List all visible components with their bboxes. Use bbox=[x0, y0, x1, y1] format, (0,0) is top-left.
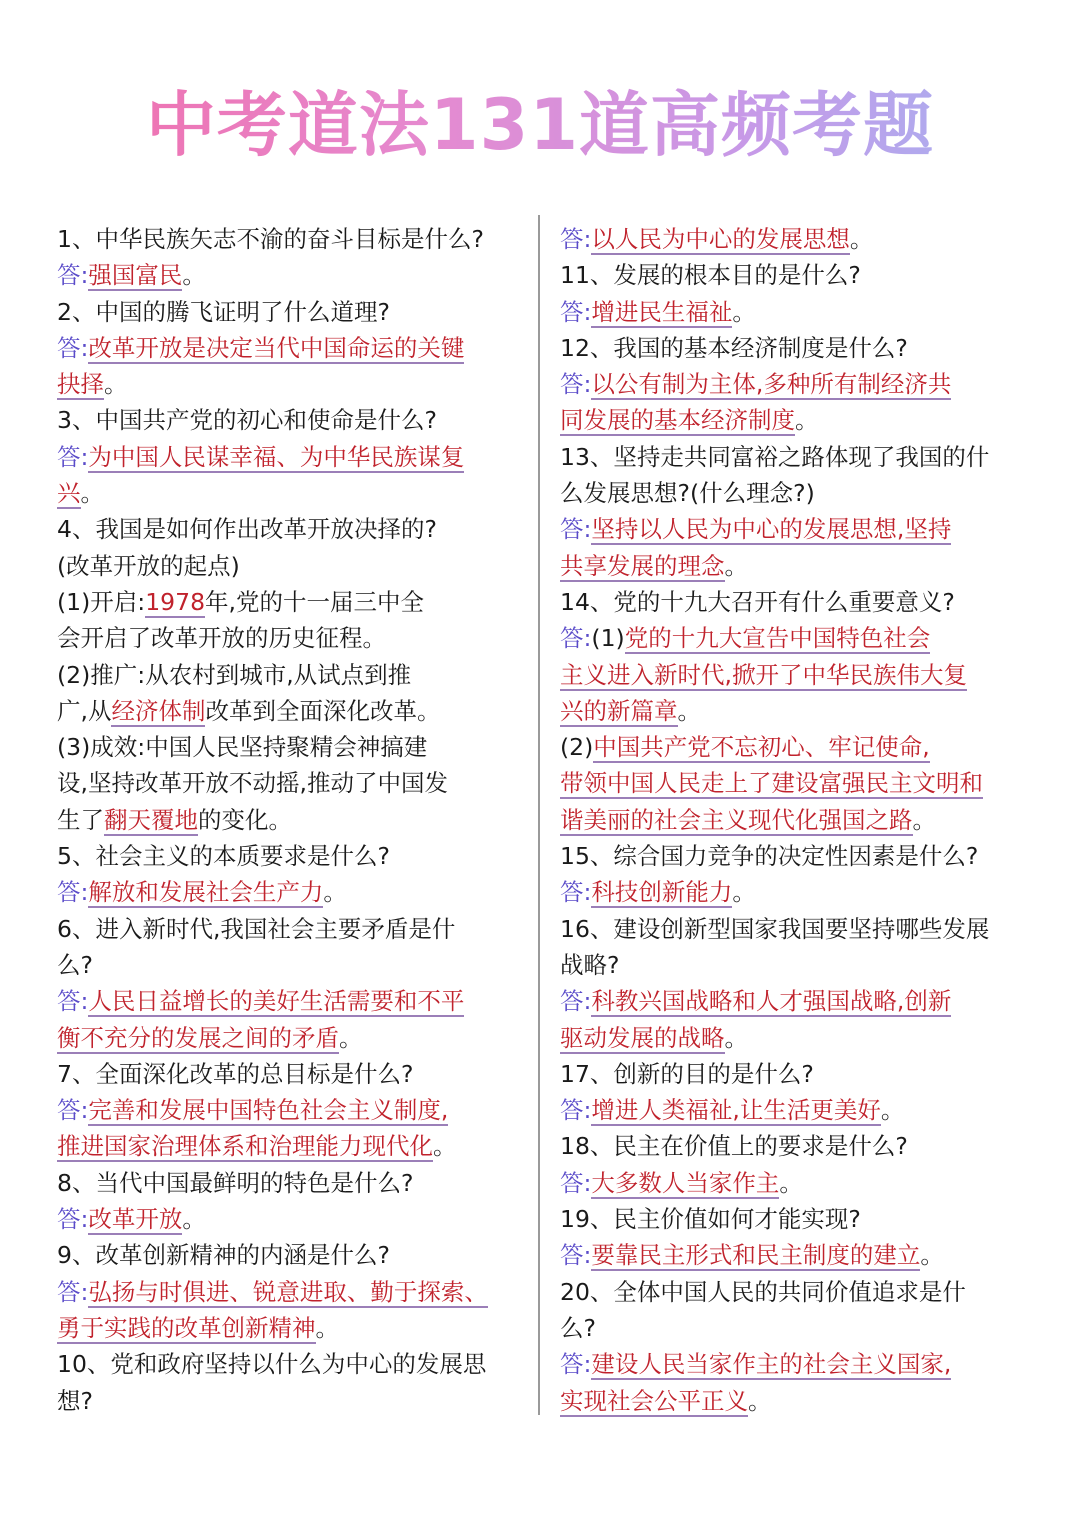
answer-text: 增进人类福祉,让生活更美好 bbox=[591, 1096, 881, 1125]
question-text: 么发展思想?(什么理念?) bbox=[560, 479, 815, 508]
answer-text: 以人民为中心的发展思想 bbox=[591, 225, 850, 253]
answer-label: 答: bbox=[560, 225, 592, 253]
question-text: 15、综合国力竞争的决定性因素是什么? bbox=[560, 842, 979, 871]
answer-label: 答: bbox=[57, 1277, 89, 1306]
answer-text: 1978 bbox=[145, 587, 206, 616]
question-text: 6、进入新时代,我国社会主要矛盾是什 bbox=[57, 914, 456, 943]
plain-text: 生了 bbox=[57, 805, 104, 834]
text-line bbox=[57, 1383, 527, 1419]
plain-text: 的变化。 bbox=[198, 805, 292, 834]
text-line bbox=[57, 947, 527, 983]
plain-text: 。 bbox=[339, 1023, 363, 1052]
text-line bbox=[57, 729, 527, 765]
text-line bbox=[560, 983, 1030, 1019]
answer-text: 坚持以人民为中心的发展思想,坚持 bbox=[591, 515, 952, 544]
answer-label: 答: bbox=[57, 987, 89, 1016]
text-line bbox=[57, 1237, 527, 1273]
plain-text: 广,从 bbox=[57, 696, 112, 725]
answer-text: 兴的新篇章 bbox=[560, 696, 678, 725]
plain-text: 。 bbox=[779, 1168, 803, 1197]
plain-text: 改革到全面深化改革。 bbox=[205, 696, 441, 725]
text-line bbox=[57, 693, 527, 729]
answer-text: 共享发展的理念 bbox=[560, 551, 725, 580]
plain-text: (改革开放的起点) bbox=[57, 551, 240, 580]
text-line bbox=[560, 1092, 1030, 1128]
text-line bbox=[560, 439, 1030, 475]
answer-text: 改革开放 bbox=[88, 1205, 183, 1234]
answer-text: 弘扬与时俱进、锐意进取、勤于探索、 bbox=[88, 1277, 488, 1306]
answer-label: 答: bbox=[560, 297, 592, 326]
plain-text: 。 bbox=[920, 1241, 944, 1270]
question-text: 5、社会主义的本质要求是什么? bbox=[57, 842, 390, 871]
plain-text: 。 bbox=[80, 479, 104, 508]
text-line bbox=[560, 548, 1030, 584]
text-line bbox=[57, 838, 527, 874]
plain-text: 。 bbox=[880, 1096, 905, 1125]
answer-text: 翻天覆地 bbox=[104, 805, 198, 834]
answer-text: 驱动发展的战略 bbox=[560, 1023, 725, 1052]
plain-text: 会开启了改革开放的历史征程。 bbox=[57, 624, 386, 653]
answer-text: 谐美丽的社会主义现代化强国之路 bbox=[560, 805, 913, 834]
text-line bbox=[57, 439, 527, 475]
answer-label: 答: bbox=[560, 624, 592, 653]
text-line bbox=[57, 257, 527, 293]
text-line bbox=[560, 366, 1030, 402]
text-line bbox=[560, 402, 1030, 438]
text-line bbox=[57, 620, 527, 656]
plain-text: 。 bbox=[912, 805, 936, 834]
text-line bbox=[57, 1310, 527, 1346]
answer-text: 抉择 bbox=[57, 370, 104, 399]
question-text: 16、建设创新型国家我国要坚持哪些发展 bbox=[560, 914, 990, 943]
answer-label: 答: bbox=[560, 1168, 592, 1197]
text-line bbox=[57, 874, 527, 910]
text-line bbox=[560, 1201, 1030, 1237]
question-text: 14、党的十九大召开有什么重要意义? bbox=[560, 587, 955, 616]
answer-label: 答: bbox=[57, 442, 89, 471]
answer-label: 答: bbox=[560, 987, 592, 1016]
plain-text: 。 bbox=[182, 1205, 206, 1234]
answer-text: 同发展的基本经济制度 bbox=[560, 406, 795, 435]
answer-text: 经济体制 bbox=[111, 696, 206, 725]
text-line bbox=[57, 1092, 527, 1128]
plain-text: 。 bbox=[748, 1386, 772, 1415]
text-line bbox=[560, 1056, 1030, 1092]
answer-label: 答: bbox=[560, 1096, 592, 1125]
text-line bbox=[560, 294, 1030, 330]
text-line bbox=[560, 874, 1030, 910]
text-line bbox=[560, 1383, 1030, 1419]
column-divider bbox=[538, 215, 540, 1415]
answer-text: 强国富民 bbox=[88, 261, 183, 290]
text-line bbox=[560, 620, 1030, 656]
answer-text: 以公有制为主体,多种所有制经济共 bbox=[591, 370, 952, 399]
answer-text: 主义进入新时代,掀开了中华民族伟大复 bbox=[560, 660, 967, 689]
answer-label: 答: bbox=[57, 333, 89, 362]
text-line bbox=[57, 983, 527, 1019]
question-text: 8、当代中国最鲜明的特色是什么? bbox=[57, 1168, 414, 1197]
text-line bbox=[560, 765, 1030, 801]
question-text: 9、改革创新精神的内涵是什么? bbox=[57, 1241, 390, 1270]
text-line bbox=[560, 330, 1030, 366]
text-line bbox=[57, 221, 527, 257]
question-text: 13、坚持走共同富裕之路体现了我国的什 bbox=[560, 442, 990, 471]
answer-text: 科技创新能力 bbox=[591, 878, 733, 907]
answer-text: 推进国家治理体系和治理能力现代化 bbox=[57, 1132, 433, 1161]
answer-text: 为中国人民谋幸福、为中华民族谋复 bbox=[88, 442, 465, 471]
text-line bbox=[560, 511, 1030, 547]
question-text: 么? bbox=[560, 1313, 596, 1342]
plain-text: 。 bbox=[104, 370, 128, 399]
question-text: 1、中华民族矢志不渝的奋斗目标是什么? bbox=[57, 225, 484, 253]
text-line bbox=[57, 584, 527, 620]
text-line bbox=[560, 802, 1030, 838]
question-text: 4、我国是如何作出改革开放决择的? bbox=[57, 515, 437, 544]
text-line bbox=[560, 1310, 1030, 1346]
answer-label: 答: bbox=[560, 1241, 592, 1270]
text-line bbox=[560, 475, 1030, 511]
question-text: 战略? bbox=[560, 950, 620, 979]
text-line bbox=[560, 838, 1030, 874]
text-line bbox=[57, 511, 527, 547]
plain-text: 。 bbox=[849, 225, 874, 253]
answer-text: 人民日益增长的美好生活需要和不平 bbox=[88, 987, 465, 1016]
answer-label: 答: bbox=[57, 1205, 89, 1234]
answer-label: 答: bbox=[560, 370, 592, 399]
text-line bbox=[560, 729, 1030, 765]
text-line bbox=[57, 1056, 527, 1092]
text-line bbox=[57, 1020, 527, 1056]
question-text: 3、中国共产党的初心和使命是什么? bbox=[57, 406, 437, 435]
text-line bbox=[560, 947, 1030, 983]
text-line bbox=[57, 1128, 527, 1164]
plain-text: 。 bbox=[724, 551, 748, 580]
text-line bbox=[560, 1274, 1030, 1310]
answer-label: 答: bbox=[560, 878, 592, 907]
text-line bbox=[57, 1274, 527, 1310]
plain-text: 。 bbox=[724, 1023, 748, 1052]
answer-label: 答: bbox=[57, 261, 89, 290]
answer-text: 建设人民当家作主的社会主义国家, bbox=[591, 1350, 952, 1379]
text-line bbox=[57, 1346, 527, 1382]
text-line bbox=[560, 1020, 1030, 1056]
text-line bbox=[57, 475, 527, 511]
plain-text: 。 bbox=[732, 297, 756, 326]
text-line bbox=[57, 657, 527, 693]
question-text: 么? bbox=[57, 950, 93, 979]
text-line bbox=[57, 802, 527, 838]
text-line bbox=[560, 657, 1030, 693]
plain-text: 。 bbox=[732, 878, 756, 907]
text-line bbox=[57, 548, 527, 584]
answer-text: 改革开放是决定当代中国命运的关键 bbox=[88, 333, 465, 362]
question-text: 10、党和政府坚持以什么为中心的发展思 bbox=[57, 1350, 487, 1379]
text-line bbox=[57, 1201, 527, 1237]
text-line bbox=[560, 1165, 1030, 1201]
page-title: 中考道法131道高频考题 bbox=[0, 80, 1080, 170]
text-line bbox=[560, 1346, 1030, 1382]
answer-text: 完善和发展中国特色社会主义制度, bbox=[88, 1096, 449, 1125]
text-line bbox=[560, 1237, 1030, 1273]
question-text: 想? bbox=[57, 1386, 93, 1415]
text-line bbox=[560, 1128, 1030, 1164]
text-line bbox=[560, 221, 1030, 257]
plain-text: 年,党的十一届三中全 bbox=[205, 587, 425, 616]
text-line bbox=[57, 765, 527, 801]
text-line bbox=[57, 330, 527, 366]
answer-text: 增进民生福祉 bbox=[591, 297, 733, 326]
question-text: 12、我国的基本经济制度是什么? bbox=[560, 333, 908, 362]
answer-text: 要靠民主形式和民主制度的建立 bbox=[591, 1241, 921, 1270]
question-text: 2、中国的腾飞证明了什么道理? bbox=[57, 297, 390, 326]
answer-label: 答: bbox=[560, 515, 592, 544]
answer-label: 答: bbox=[57, 878, 89, 907]
plain-text: 。 bbox=[182, 261, 206, 290]
plain-text: 。 bbox=[677, 696, 701, 725]
question-text: 19、民主价值如何才能实现? bbox=[560, 1205, 861, 1234]
answer-text: 衡不充分的发展之间的矛盾 bbox=[57, 1023, 339, 1052]
right-column bbox=[560, 221, 1030, 1419]
answer-text: 实现社会公平正义 bbox=[560, 1386, 748, 1415]
text-line bbox=[560, 693, 1030, 729]
answer-text: 勇于实践的改革创新精神 bbox=[57, 1313, 316, 1342]
answer-text: 带领中国人民走上了建设富强民主文明和 bbox=[560, 769, 983, 798]
plain-text: (2)推广:从农村到城市,从试点到推 bbox=[57, 660, 412, 689]
left-column bbox=[57, 221, 527, 1419]
plain-text: 设,坚持改革开放不动摇,推动了中国发 bbox=[57, 769, 448, 798]
text-line bbox=[560, 584, 1030, 620]
answer-label: 答: bbox=[560, 1350, 592, 1379]
question-text: 20、全体中国人民的共同价值追求是什 bbox=[560, 1277, 966, 1306]
answer-text: 大多数人当家作主 bbox=[591, 1168, 780, 1197]
question-text: 7、全面深化改革的总目标是什么? bbox=[57, 1059, 414, 1088]
plain-text: 。 bbox=[433, 1132, 457, 1161]
text-line bbox=[57, 294, 527, 330]
text-line bbox=[57, 1165, 527, 1201]
text-line bbox=[57, 366, 527, 402]
plain-text: (1) bbox=[591, 624, 625, 653]
answer-text: 中国共产党不忘初心、牢记使命, bbox=[593, 733, 930, 762]
answer-text: 解放和发展社会生产力 bbox=[88, 878, 324, 907]
plain-text: (1)开启: bbox=[57, 587, 146, 616]
plain-text: (3)成效:中国人民坚持聚精会神搞建 bbox=[57, 733, 428, 762]
answer-text: 兴 bbox=[57, 479, 81, 508]
plain-text: 。 bbox=[315, 1313, 339, 1342]
answer-text: 党的十九大宣告中国特色社会 bbox=[624, 624, 931, 653]
text-line bbox=[560, 911, 1030, 947]
answer-label: 答: bbox=[57, 1096, 89, 1125]
plain-text: 。 bbox=[323, 878, 347, 907]
text-line bbox=[57, 402, 527, 438]
question-text: 11、发展的根本目的是什么? bbox=[560, 261, 861, 290]
text-line bbox=[560, 257, 1030, 293]
question-text: 18、民主在价值上的要求是什么? bbox=[560, 1132, 908, 1161]
question-text: 17、创新的目的是什么? bbox=[560, 1059, 814, 1088]
plain-text: 。 bbox=[795, 406, 819, 435]
text-line bbox=[57, 911, 527, 947]
plain-text: (2) bbox=[560, 733, 594, 762]
answer-text: 科教兴国战略和人才强国战略,创新 bbox=[591, 987, 952, 1016]
